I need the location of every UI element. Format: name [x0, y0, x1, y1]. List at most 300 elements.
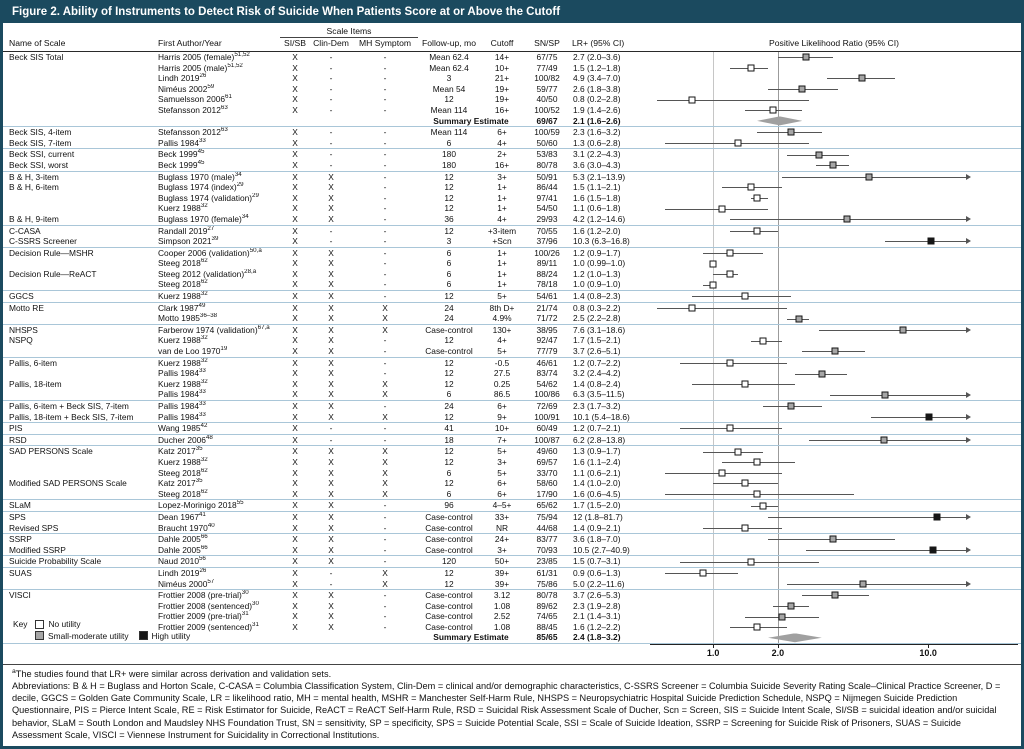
cutoff-value: 1.08: [493, 621, 511, 632]
follow-up-value: 24: [444, 313, 454, 324]
follow-up-value: 180: [442, 159, 456, 170]
scale-name: SUAS: [9, 567, 32, 578]
clin-dem-value: X: [328, 368, 334, 379]
clin-dem-value: -: [329, 423, 333, 434]
reference-line: [713, 182, 714, 193]
scale-block: [3, 325, 1021, 358]
reference-line: [778, 590, 779, 601]
effect-marker-none: [710, 260, 717, 267]
ci-arrow-right-icon: [966, 327, 971, 333]
scale-name: GGCS: [9, 291, 34, 302]
effect-marker-none: [719, 205, 726, 212]
forest-plot-cell: [650, 172, 1018, 183]
follow-up-value: 12: [444, 291, 454, 302]
table-row: [3, 258, 1021, 269]
follow-up-value: 12: [444, 182, 454, 193]
scale-name: [6, 84, 156, 95]
lr-ci-value: 2.3 (1.9–2.8): [573, 600, 621, 611]
ci-line: [713, 274, 737, 275]
clin-dem-value: X: [328, 171, 334, 182]
si-sb-value: X: [292, 578, 298, 589]
scale-block: [3, 423, 1021, 435]
reference-line: [778, 478, 779, 489]
table-row: [3, 545, 1021, 556]
reference-line: [778, 545, 779, 556]
forest-plot-cell: [650, 325, 1018, 336]
effect-marker-none: [748, 64, 755, 71]
cutoff-value: +Scn: [492, 236, 512, 247]
axis-tick: [771, 644, 785, 659]
effect-marker-none: [727, 271, 734, 278]
follow-up-value: 12: [444, 456, 454, 467]
clin-dem-value: -: [329, 94, 333, 105]
reference-line: [713, 512, 714, 523]
sn-sp-value: 92/47: [536, 335, 558, 346]
reference-line: [713, 412, 714, 423]
plot-title: Positive Likelihood Ratio (95% CI): [769, 38, 899, 48]
sn-sp-value: 21/74: [536, 302, 558, 313]
clin-dem-value: X: [328, 534, 334, 545]
sn-sp-value: 100/91: [534, 411, 560, 422]
reference-line: [778, 172, 779, 183]
sn-sp-value: 40/50: [536, 94, 558, 105]
follow-up-value: 24: [444, 401, 454, 411]
clin-dem-value: X: [328, 446, 334, 457]
forest-plot-cell: [650, 401, 1018, 412]
forest-plot-cell: [650, 226, 1018, 237]
effect-marker-none: [741, 293, 748, 300]
mh-symptom-value: -: [383, 171, 387, 182]
cutoff-value: 0.25: [493, 378, 511, 389]
reference-line: [713, 534, 714, 545]
sn-sp-value: 61/31: [536, 567, 558, 578]
mh-symptom-value: X: [382, 378, 388, 389]
sn-sp-value: 54/50: [536, 203, 558, 214]
forest-plot-cell: [650, 105, 1018, 116]
ci-line: [657, 100, 809, 101]
lr-ci-value: 1.4 (0.9–2.1): [573, 522, 621, 533]
mh-symptom-value: -: [383, 401, 387, 411]
scale-name: Beck SIS, 7-item: [9, 137, 72, 148]
follow-up-value: Mean 114: [430, 127, 468, 138]
lr-ci-value: 5.3 (2.1–13.9): [573, 171, 626, 182]
author-year: Dahle 2005$^{66}$: [158, 544, 208, 555]
footnotes: [3, 664, 1021, 746]
si-sb-value: X: [292, 62, 298, 73]
summary-label: Summary Estimate: [433, 632, 509, 643]
lr-ci-value: 2.1 (1.6–2.6): [573, 115, 621, 126]
cutoff-value: 5+: [497, 291, 507, 302]
clin-dem-value: X: [328, 590, 334, 601]
sn-sp-value: 100/82: [534, 73, 560, 84]
author-year: Lopez-Morinigo 2018$^{55}$: [158, 500, 244, 511]
sn-sp-value: 78/18: [536, 279, 558, 290]
cutoff-value: 5+: [497, 446, 507, 457]
follow-up-value: 12: [444, 357, 454, 368]
cutoff-value: 10+: [494, 62, 510, 73]
lr-ci-value: 1.2 (0.7–2.2): [573, 357, 621, 368]
clin-dem-value: X: [328, 279, 334, 290]
forest-plot-cell: [650, 523, 1018, 534]
cutoff-value: 5+: [497, 346, 507, 357]
author-year: Kuerz 1988$^{32}$: [158, 335, 208, 346]
effect-marker-none: [741, 524, 748, 531]
si-sb-value: X: [292, 556, 298, 567]
table-row: [3, 601, 1021, 612]
forest-plot-cell: [650, 160, 1018, 171]
table-row: [3, 226, 1021, 237]
forest-plot-cell: [650, 632, 1018, 643]
forest-plot-cell: [650, 611, 1018, 622]
cutoff-value: 1+: [497, 192, 507, 203]
clin-dem-value: X: [328, 247, 334, 258]
mh-symptom-value: -: [383, 203, 387, 214]
reference-line: [713, 622, 714, 633]
forest-plot-cell: [650, 303, 1018, 314]
forest-plot-cell: [650, 248, 1018, 259]
follow-up-value: 12: [444, 368, 454, 379]
scale-name: [6, 468, 156, 479]
ci-line: [871, 417, 967, 418]
forest-plot-cell: [650, 478, 1018, 489]
col-header-lr-ci: LR+ (95% CI): [572, 38, 625, 48]
reference-line: [713, 63, 714, 74]
lr-ci-value: 1.9 (1.4–2.6): [573, 104, 621, 115]
clin-dem-value: -: [329, 83, 333, 94]
author-year: Farberow 1974 (validation)$^{67,a}$: [158, 324, 270, 335]
sn-sp-value: 49/60: [536, 446, 558, 457]
lr-ci-value: 1.6 (1.2–2.2): [573, 621, 621, 632]
ci-arrow-right-icon: [966, 437, 971, 443]
reference-line: [778, 236, 779, 247]
cutoff-value: 2.52: [493, 611, 511, 622]
sn-sp-value: 77/79: [536, 346, 558, 357]
effect-marker-none: [727, 249, 734, 256]
sn-sp-value: 89/62: [536, 600, 558, 611]
reference-line: [778, 73, 779, 84]
scale-block: [3, 291, 1021, 303]
cutoff-value: 27.5: [493, 368, 511, 379]
follow-up-value: 36: [444, 213, 454, 224]
sn-sp-value: 83/74: [536, 368, 558, 379]
clin-dem-value: -: [329, 149, 333, 160]
mh-symptom-value: -: [383, 62, 387, 73]
figure-title: Figure 2. Ability of Instruments to Detect Risk of Suicide When Patients Score at or Above the Cutoff: [3, 3, 1021, 23]
effect-marker-moderate: [787, 602, 794, 609]
mh-symptom-value: -: [383, 279, 387, 290]
table-row: [3, 291, 1021, 302]
clin-dem-value: -: [329, 578, 333, 589]
mh-symptom-value: [352, 632, 418, 643]
scale-name: NHSPS: [9, 324, 38, 335]
table-row: [3, 248, 1021, 259]
clin-dem-value: X: [328, 478, 334, 489]
mh-symptom-value: -: [383, 522, 387, 533]
lr-ci-value: 2.4 (1.8–3.2): [573, 632, 621, 643]
sn-sp-value: 65/62: [536, 500, 558, 511]
lr-ci-value: 3.2 (2.4–4.2): [573, 368, 621, 379]
mh-symptom-value: -: [383, 159, 387, 170]
scale-name: SSRP: [9, 534, 32, 545]
table-row: [3, 579, 1021, 590]
follow-up-value: 12: [444, 94, 454, 105]
cutoff-value: 6+: [497, 127, 507, 138]
effect-marker-high: [926, 413, 933, 420]
sn-sp-value: 50/91: [536, 171, 558, 182]
reference-line: [713, 193, 714, 204]
clin-dem-value: X: [328, 335, 334, 346]
sn-sp-value: 89/11: [536, 258, 558, 269]
table-row: [3, 160, 1021, 171]
table-row: [3, 149, 1021, 160]
reference-line: [713, 226, 714, 237]
small-moderate-utility-swatch-icon: [35, 631, 44, 640]
effect-marker-none: [741, 381, 748, 388]
mh-symptom-value: -: [383, 357, 387, 368]
cutoff-value: 4+: [497, 137, 507, 148]
scale-name: Suicide Probability Scale: [9, 556, 102, 567]
forest-plot-cell: [650, 116, 1018, 127]
follow-up-value: Mean 62.4: [429, 62, 469, 73]
forest-plot-cell: [650, 622, 1018, 633]
forest-plot-cell: [650, 579, 1018, 590]
effect-marker-none: [719, 469, 726, 476]
si-sb-value: X: [292, 73, 298, 84]
reference-line: [713, 346, 714, 357]
author-year: Randall 2019$^{27}$: [158, 225, 215, 236]
lr-ci-value: 3.7 (2.6–5.3): [573, 590, 621, 601]
summary-row: [3, 116, 1021, 127]
table-row: [3, 182, 1021, 193]
mh-symptom-value: -: [383, 335, 387, 346]
scale-name: Beck SSI, worst: [9, 159, 69, 170]
clin-dem-value: X: [328, 346, 334, 357]
scale-name: [6, 73, 156, 84]
clin-dem-value: X: [328, 324, 334, 335]
table-row: [3, 523, 1021, 534]
author-year: Kuerz 1988$^{32}$: [158, 357, 208, 368]
author-year: Braucht 1970$^{40}$: [158, 522, 215, 533]
si-sb-value: X: [292, 346, 298, 357]
clin-dem-value: X: [328, 611, 334, 622]
table-header: [3, 23, 1021, 52]
reference-line: [778, 435, 779, 446]
sn-sp-value: 37/96: [536, 236, 558, 247]
col-header-sn-sp: SN/SP: [534, 38, 560, 48]
author-year: Buglass 1970 (female)$^{34}$: [158, 213, 249, 224]
author-year: Beck 1999$^{45}$: [158, 159, 205, 170]
sn-sp-value: 60/49: [536, 423, 558, 434]
table-row: [3, 172, 1021, 183]
follow-up-value: 6: [446, 467, 452, 478]
effect-marker-high: [927, 238, 934, 245]
mh-symptom-value: X: [382, 478, 388, 489]
follow-up-value: 6: [446, 488, 452, 499]
clin-dem-value: X: [328, 268, 334, 279]
author-year: Katz 2017$^{35}$: [158, 446, 203, 457]
clin-dem-value: -: [329, 127, 333, 138]
summary-diamond: [757, 116, 802, 125]
forest-plot-cell: [650, 84, 1018, 95]
abbreviations: Abbreviations: B & H = Buglass and Horton Scale, C-CASA = Columbia Classification System, Clin-Dem = clinical and/or demographic characteristics, C-SSRS Screener = Columbia Suicide Severity Rating Scale–Clinical Practice Screener, D = decile, GGCS = Golden Gate Community Scale, LR = likelihood ratio, MH = mental health, MSHR = Manchester Self-Harm Rule, NHSPS = Neuropsychiatric Hospital Suicide Prediction Schedule, NSPQ = Nijmegen Suicide Prediction Questionnaire, PIS = Pierce Intent Scale, RE = Risk Estimator for Suicide, ReACT = ReACT Self-Harm Rule, RSD = Suicidal Risk Assessment Scale of Ducher, Scn = Screen, SIS = Suicide Intent Scale, SI/SB = suicidal ideation and/or suicidal behavior, SLaM = South London and Maudsley NHS Foundation Trust, SN = sensitivity, SP = specificity, SPS = Suicide Potential Scale, SSI = Scale of Suicide Ideation, SSRP = Screening for Suicide Risk of Prisoners, SUAS = Suicide Assessment Scale, VISCI = Viennese Instrument for Suicidality in Correctional Institutions.: [12, 681, 1001, 740]
cutoff-value: 21+: [494, 73, 510, 84]
reference-line: [778, 258, 779, 269]
sn-sp-value: 80/78: [536, 159, 558, 170]
author-year: Lindh 2019$^{26}$: [158, 73, 207, 84]
mh-symptom-value: -: [383, 611, 387, 622]
footnote-a-text: The studies found that LR+ were similar across derivation and validation sets.: [15, 669, 332, 680]
scale-name: RSD: [9, 434, 27, 445]
reference-line: [713, 611, 714, 622]
clin-dem-value: X: [328, 467, 334, 478]
cutoff-value: 1+: [497, 203, 507, 214]
lr-ci-value: 1.3 (0.9–1.7): [573, 446, 621, 457]
effect-marker-none: [754, 227, 761, 234]
sn-sp-value: 77/49: [536, 62, 558, 73]
scale-name: [6, 346, 156, 357]
scale-name: Revised SPS: [9, 522, 59, 533]
sn-sp-value: 54/62: [536, 378, 558, 389]
cutoff-value: 86.5: [493, 389, 511, 400]
clin-dem-value: X: [328, 192, 334, 203]
reference-line: [778, 412, 779, 423]
x-axis: [650, 644, 1018, 664]
author-year: Simpson 2021$^{39}$: [158, 236, 219, 247]
effect-marker-none: [754, 491, 761, 498]
scale-name: [6, 313, 156, 324]
table-row: [3, 457, 1021, 468]
cutoff-value: 19+: [494, 83, 510, 94]
forest-plot-cell: [650, 73, 1018, 84]
scale-name: [6, 368, 156, 379]
lr-ci-value: 3.1 (2.2–4.3): [573, 149, 621, 160]
forest-plot-cell: [650, 193, 1018, 204]
lr-ci-value: 1.7 (1.5–2.1): [573, 335, 621, 346]
sn-sp-value: 69/67: [536, 115, 558, 126]
cutoff-value: NR: [495, 522, 509, 533]
scale-name: [6, 279, 156, 290]
author-year: Motto 1985$^{36-38}$: [158, 313, 218, 324]
reference-line: [778, 579, 779, 590]
table-row: [3, 534, 1021, 545]
cutoff-value: 3+: [497, 456, 507, 467]
mh-symptom-value: [352, 116, 418, 127]
author-year: Buglass 1974 (validation)$^{29}$: [158, 192, 259, 203]
si-sb-value: X: [292, 149, 298, 160]
lr-ci-value: 4.2 (1.2–14.6): [573, 213, 626, 224]
mh-symptom-value: X: [382, 578, 388, 589]
si-sb-value: X: [292, 171, 298, 182]
follow-up-value: 12: [444, 411, 454, 422]
table-row: [3, 303, 1021, 314]
scale-block: [3, 435, 1021, 447]
clin-dem-value: -: [329, 225, 333, 236]
sn-sp-value: 100/86: [534, 389, 560, 400]
author-year: Steeg 2018$^{62}$: [158, 258, 208, 269]
author-year: Kuerz 1988$^{32}$: [158, 291, 208, 302]
table-row: [3, 512, 1021, 523]
forest-plot-cell: [650, 214, 1018, 225]
si-sb-value: X: [292, 137, 298, 148]
cutoff-value: 39+: [494, 567, 510, 578]
scale-name: [6, 579, 156, 590]
scale-name: Decision Rule—ReACT: [9, 268, 97, 279]
cutoff-value: 14+: [494, 52, 510, 62]
scale-name: [6, 389, 156, 400]
mh-symptom-value: -: [383, 127, 387, 138]
follow-up-value: Mean 62.4: [429, 52, 469, 62]
lr-ci-value: 0.8 (0.2–2.8): [573, 94, 621, 105]
effect-marker-moderate: [860, 580, 867, 587]
author-year: Frottier 2009 (sentenced)$^{31}$: [158, 621, 259, 632]
table-row: [3, 127, 1021, 138]
mh-symptom-value: -: [383, 368, 387, 379]
si-sb-value: X: [292, 213, 298, 224]
effect-marker-moderate: [802, 54, 809, 61]
author-year: Dean 1967$^{41}$: [158, 511, 206, 522]
author-year: Steeg 2012 (validation)$^{28,a}$: [158, 268, 257, 279]
sn-sp-value: 67/75: [536, 52, 558, 62]
forest-table-body: [3, 52, 1021, 644]
scale-block: [3, 401, 1021, 423]
mh-symptom-value: -: [383, 423, 387, 434]
table-row: [3, 568, 1021, 579]
mh-symptom-value: X: [382, 302, 388, 313]
follow-up-value: 6: [446, 268, 452, 279]
mh-symptom-value: X: [382, 456, 388, 467]
si-sb-value: X: [292, 313, 298, 324]
effect-marker-none: [727, 425, 734, 432]
clin-dem-value: -: [329, 73, 333, 84]
si-sb-value: X: [292, 279, 298, 290]
table-row: [3, 94, 1021, 105]
clin-dem-value: X: [328, 500, 334, 511]
author-year: Frottier 2008 (sentenced)$^{30}$: [158, 600, 259, 611]
si-sb-value: X: [292, 488, 298, 499]
clin-dem-value: -: [329, 159, 333, 170]
mh-symptom-value: -: [383, 268, 387, 279]
si-sb-value: X: [292, 411, 298, 422]
reference-line: [713, 127, 714, 138]
reference-line: [713, 401, 714, 412]
legend-title: Key: [13, 619, 28, 630]
forest-plot-cell: [650, 335, 1018, 346]
scale-block: [3, 303, 1021, 325]
table-row: [3, 203, 1021, 214]
reference-line: [713, 335, 714, 346]
cutoff-value: 24+: [494, 534, 510, 545]
si-sb-value: X: [292, 302, 298, 313]
author-year: Katz 2017$^{35}$: [158, 478, 203, 489]
axis-spacer: [6, 644, 650, 664]
reference-line: [713, 500, 714, 511]
follow-up-value: 12: [444, 203, 454, 214]
effect-marker-moderate: [882, 391, 889, 398]
table-row: [3, 193, 1021, 204]
axis-tick-label: 2.0: [771, 648, 785, 659]
reference-line: [713, 313, 714, 324]
si-sb-value: X: [292, 83, 298, 94]
reference-line: [713, 368, 714, 379]
lr-ci-value: 5.0 (2.2–11.6): [573, 578, 625, 589]
sn-sp-value: 100/87: [534, 434, 560, 445]
forest-plot-cell: [650, 138, 1018, 149]
follow-up-value: 6: [446, 279, 452, 290]
sn-sp-value: 100/26: [534, 247, 560, 258]
scale-name: Modified SSRP: [9, 544, 66, 555]
follow-up-value: 12: [444, 335, 454, 346]
sn-sp-value: 100/52: [534, 104, 560, 115]
